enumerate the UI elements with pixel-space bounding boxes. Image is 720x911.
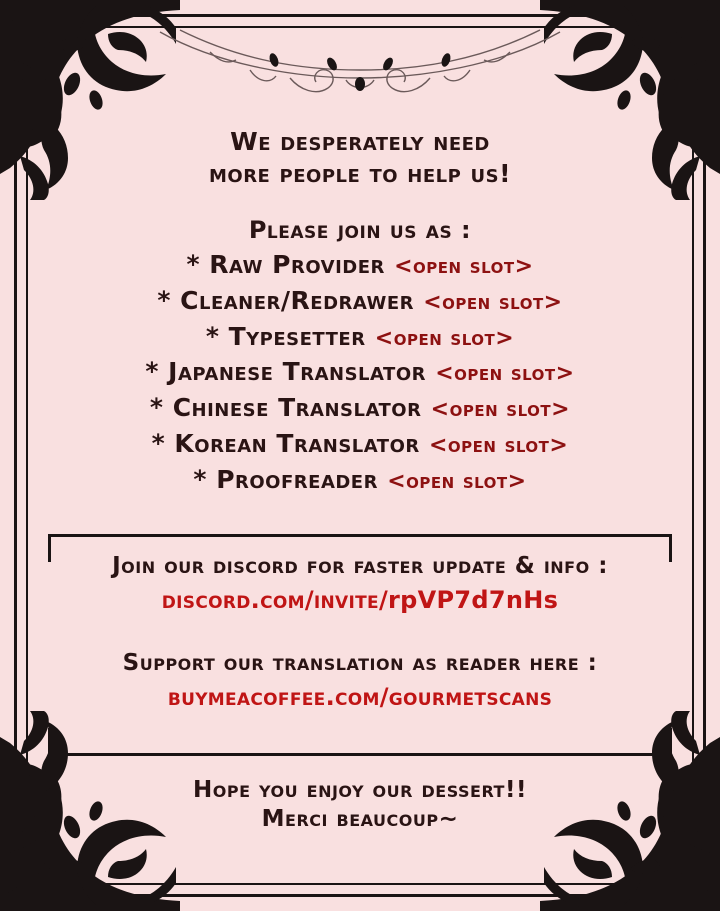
headline-line-2: more people to help us! — [208, 158, 512, 188]
role-slot-status: <open slot> — [428, 432, 569, 458]
role-name: * Japanese Translator — [145, 357, 426, 387]
discord-link-prefix: discord.com/invite/ — [161, 585, 389, 614]
discord-invite-link[interactable] — [48, 585, 672, 615]
headline-line-1: We desperately need — [230, 127, 490, 156]
join-us-label: Please join us as : — [248, 216, 472, 244]
role-name: * Raw Provider — [186, 250, 385, 280]
role-row-raw-provider — [48, 249, 672, 281]
promo-bracket-box — [48, 534, 672, 756]
promo-spacer — [48, 615, 672, 649]
role-row-typesetter — [48, 321, 672, 353]
role-slot-status: <open slot> — [374, 325, 515, 351]
role-name: * Chinese Translator — [149, 393, 422, 423]
discord-invite-code: rpVP7d7nHs — [388, 585, 559, 614]
promo-text-block — [48, 552, 672, 712]
role-slot-status: <open slot> — [394, 254, 534, 280]
bracket-corner-bottom-right-icon — [632, 728, 672, 756]
role-name: * Proofreader — [193, 464, 378, 494]
role-row-cleaner-redrawer — [48, 285, 672, 317]
role-row-proofreader — [48, 464, 672, 496]
role-name: * Cleaner/Redrawer — [157, 285, 415, 315]
role-slot-status: <open slot> — [435, 361, 575, 387]
bracket-bottom-rule — [88, 753, 632, 756]
recruitment-text-block — [48, 126, 672, 495]
role-row-korean-translator — [48, 428, 672, 460]
outro-line-1: Hope you enjoy our dessert!! — [193, 777, 527, 803]
bracket-corner-bottom-left-icon — [48, 728, 88, 756]
role-name: * Typesetter — [205, 321, 366, 351]
role-slot-status: <open slot> — [423, 289, 563, 315]
role-name: * Korean Translator — [151, 428, 420, 458]
role-slot-status: <open slot> — [430, 397, 571, 423]
discord-label: Join our discord for faster update & info : — [112, 553, 608, 579]
role-row-japanese-translator — [48, 356, 672, 388]
role-slot-status: <open slot> — [387, 468, 527, 494]
buymeacoffee-link[interactable]: buymeacoffee.com/gourmetscans — [167, 683, 553, 712]
outro-line-2: Merci beaucoup~ — [261, 805, 459, 832]
bracket-top-rule — [88, 534, 632, 537]
outro-text-block — [48, 776, 672, 834]
role-row-chinese-translator — [48, 392, 672, 424]
support-label: Support our translation as reader here : — [122, 650, 598, 677]
top-center-flourish-icon — [150, 26, 570, 106]
